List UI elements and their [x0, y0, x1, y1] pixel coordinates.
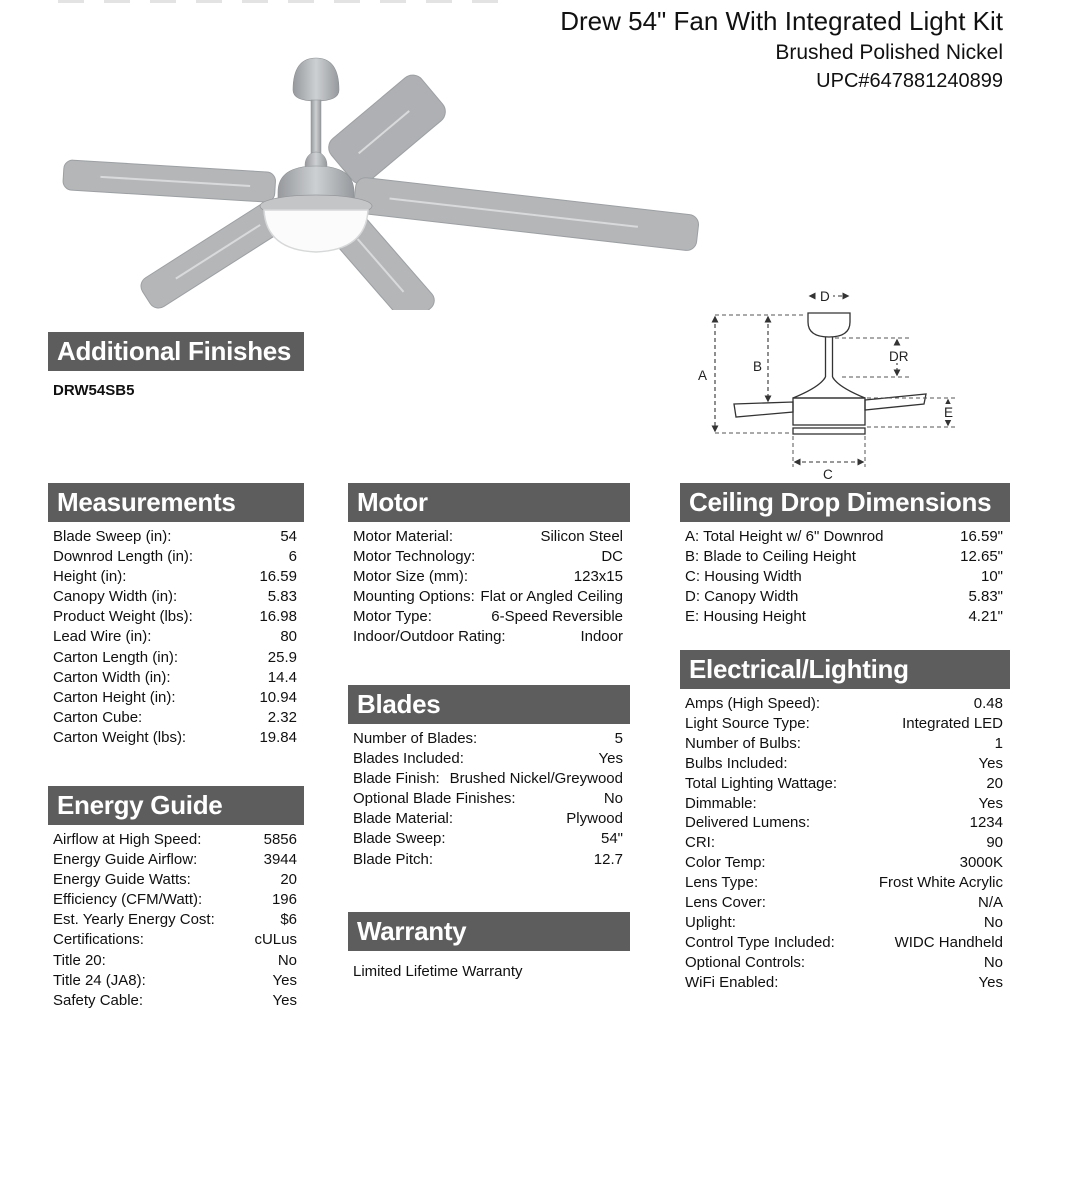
- spec-label: Number of Blades:: [353, 730, 478, 747]
- spec-value: 0.48: [973, 695, 1003, 712]
- spec-label: Motor Type:: [353, 608, 432, 626]
- spec-value: Yes: [272, 971, 297, 989]
- section-body: [48, 522, 304, 748]
- spec-label: Blade Pitch:: [353, 850, 434, 868]
- spec-value: 90: [986, 834, 1003, 852]
- spec-value: 10.94: [259, 688, 297, 706]
- spec-label: Efficiency (CFM/Watt):: [53, 891, 203, 909]
- spec-value: 1234: [969, 814, 1003, 832]
- section-body: [348, 724, 630, 870]
- spec-label: WiFi Enabled:: [685, 973, 779, 991]
- spec-label: Downrod Length (in):: [53, 548, 194, 566]
- spec-value: Silicon Steel: [540, 528, 623, 545]
- diagram-extension-lines: [715, 315, 956, 467]
- spec-value: 12.7: [593, 850, 623, 868]
- spec-value: 54: [280, 528, 297, 545]
- spec-row: [48, 930, 304, 950]
- section-title: Warranty: [357, 916, 467, 946]
- product-upc: UPC#647881240899: [816, 70, 1003, 92]
- spec-label: C: Housing Width: [685, 568, 802, 585]
- cropped-logo-fragment: [58, 0, 510, 3]
- spec-label: Est. Yearly Energy Cost:: [53, 911, 215, 929]
- spec-label: Control Type Included:: [685, 933, 835, 951]
- spec-label: Canopy Width (in):: [53, 588, 178, 606]
- spec-row: [680, 794, 1010, 814]
- spec-value: No: [983, 913, 1003, 931]
- spec-label: Airflow at High Speed:: [53, 831, 202, 848]
- spec-row: [48, 607, 304, 627]
- spec-label: Color Temp:: [685, 854, 766, 872]
- section-additional-finishes: [48, 332, 304, 399]
- page-title: Drew 54" Fan With Integrated Light Kit: [560, 6, 1003, 36]
- spec-value: 5: [614, 730, 623, 747]
- spec-label: Energy Guide Watts:: [53, 871, 191, 889]
- section-title: Energy Guide: [57, 790, 223, 820]
- spec-value: Yes: [978, 754, 1003, 772]
- section-header: [48, 483, 304, 522]
- spec-row: [680, 953, 1010, 973]
- spec-label: Lens Type:: [685, 874, 759, 892]
- spec-label: Carton Length (in):: [53, 648, 179, 666]
- spec-value: 20: [986, 774, 1003, 792]
- section-body: [680, 689, 1010, 993]
- section-body: [48, 825, 304, 1011]
- spec-value: DC: [601, 548, 623, 566]
- spec-label: B: Blade to Ceiling Height: [685, 548, 856, 565]
- ceiling-drop-diagram: [690, 282, 990, 482]
- spec-label: Amps (High Speed):: [685, 695, 821, 712]
- product-photo-fan: [50, 40, 710, 310]
- spec-label: Blades Included:: [353, 750, 464, 768]
- spec-value: 3944: [263, 851, 297, 869]
- spec-label: Carton Height (in):: [53, 688, 176, 706]
- spec-row: [680, 813, 1010, 833]
- section-title: Ceiling Drop Dimensions: [689, 487, 992, 517]
- spec-row: [348, 729, 630, 749]
- spec-value: No: [277, 951, 297, 969]
- spec-value: 12.65": [960, 548, 1003, 565]
- spec-label: Motor Size (mm):: [353, 568, 469, 586]
- product-finish: Brushed Polished Nickel: [775, 41, 1003, 64]
- section-header: [348, 685, 630, 724]
- spec-label: Carton Width (in):: [53, 668, 171, 686]
- section-header: [48, 786, 304, 825]
- spec-value: 25.9: [267, 648, 297, 666]
- section-blades: [348, 685, 630, 870]
- spec-row: [48, 971, 304, 991]
- dim-label-b: B: [753, 359, 763, 374]
- spec-row: [680, 933, 1010, 953]
- spec-row: [48, 890, 304, 910]
- section-title: Electrical/Lighting: [689, 654, 909, 684]
- section-title: Motor: [357, 487, 428, 517]
- spec-value: 20: [280, 871, 297, 889]
- spec-row: [48, 648, 304, 668]
- spec-row: [348, 627, 630, 647]
- dim-label-dr: DR: [889, 349, 909, 364]
- spec-row: [48, 627, 304, 647]
- diagram-fan-outline: [734, 313, 926, 434]
- spec-label: A: Total Height w/ 6" Downrod: [685, 528, 884, 545]
- diagram-dimension-lines: [715, 296, 948, 462]
- spec-row: [680, 547, 1010, 567]
- spec-label: Lead Wire (in):: [53, 628, 152, 646]
- spec-label: Blade Material:: [353, 810, 454, 828]
- spec-value: 80: [280, 628, 297, 646]
- spec-row: [48, 567, 304, 587]
- spec-row: [680, 734, 1010, 754]
- spec-label: Energy Guide Airflow:: [53, 851, 198, 869]
- spec-label: Light Source Type:: [685, 714, 810, 732]
- spec-value: 6: [288, 548, 297, 566]
- spec-row: [48, 688, 304, 708]
- spec-row: [680, 893, 1010, 913]
- spec-value: Yes: [598, 750, 623, 768]
- section-header: [348, 483, 630, 522]
- spec-row: [348, 809, 630, 829]
- spec-row: [348, 527, 630, 547]
- spec-label: Blade Sweep:: [353, 830, 446, 848]
- spec-value: Frost White Acrylic: [878, 874, 1003, 892]
- spec-row: [348, 749, 630, 769]
- spec-label: Total Lighting Wattage:: [685, 774, 838, 792]
- spec-value: 3000K: [959, 854, 1003, 872]
- spec-label: Title 20:: [53, 951, 106, 969]
- spec-value: Brushed Nickel/Greywood: [449, 770, 623, 788]
- spec-row: [680, 973, 1010, 993]
- spec-value: Integrated LED: [902, 714, 1003, 732]
- section-title: Additional Finishes: [57, 336, 292, 366]
- spec-row: [48, 830, 304, 850]
- section-warranty: [348, 912, 630, 980]
- spec-row: [48, 870, 304, 890]
- spec-value: No: [603, 790, 623, 808]
- spec-label: Height (in):: [53, 568, 127, 586]
- section-header: [680, 483, 1010, 522]
- section-title: Blades: [357, 689, 441, 719]
- dim-label-e: E: [944, 405, 954, 420]
- spec-row: [48, 850, 304, 870]
- section-electrical-lighting: [680, 650, 1010, 993]
- section-body: [680, 522, 1010, 627]
- spec-label: Mounting Options:: [353, 588, 475, 606]
- section-measurements: [48, 483, 304, 748]
- spec-value: 196: [271, 891, 297, 909]
- spec-row: [348, 607, 630, 627]
- spec-value: 123x15: [573, 568, 623, 586]
- spec-value: Flat or Angled Ceiling: [480, 588, 623, 606]
- spec-row: [348, 587, 630, 607]
- spec-label: Indoor/Outdoor Rating:: [353, 628, 506, 646]
- spec-label: Motor Technology:: [353, 548, 476, 566]
- spec-label: Title 24 (JA8):: [53, 971, 146, 989]
- spec-value: 2.32: [267, 708, 297, 726]
- spec-value: 5.83": [968, 588, 1003, 605]
- spec-label: Uplight:: [685, 913, 736, 931]
- spec-row: [48, 547, 304, 567]
- spec-label: Bulbs Included:: [685, 754, 788, 772]
- spec-row: [348, 567, 630, 587]
- spec-label: E: Housing Height: [685, 608, 806, 625]
- spec-value: 16.59": [960, 528, 1003, 545]
- section-body: [348, 522, 630, 648]
- spec-row: [680, 833, 1010, 853]
- spec-row: [48, 527, 304, 547]
- spec-value: 54": [600, 830, 623, 848]
- spec-row: [680, 607, 1010, 627]
- spec-value: WIDC Handheld: [894, 933, 1003, 951]
- spec-row: [680, 694, 1010, 714]
- spec-row: [680, 774, 1010, 794]
- spec-label: D: Canopy Width: [685, 588, 799, 605]
- section-ceiling-drop-dimensions: [680, 483, 1010, 627]
- spec-label: Blade Finish:: [353, 770, 440, 788]
- spec-row: [680, 527, 1010, 547]
- section-note: Limited Lifetime Warranty: [353, 963, 523, 980]
- spec-row: [680, 714, 1010, 734]
- spec-label: Number of Bulbs:: [685, 734, 801, 752]
- spec-value: 16.59: [259, 568, 297, 586]
- spec-row: [48, 728, 304, 748]
- spec-value: 5856: [263, 831, 297, 848]
- spec-value: 6-Speed Reversible: [491, 608, 623, 626]
- spec-label: Optional Controls:: [685, 953, 806, 971]
- spec-value: 19.84: [259, 728, 297, 746]
- spec-row: [48, 910, 304, 930]
- spec-row: [48, 668, 304, 688]
- section-motor: [348, 483, 630, 648]
- section-header: [48, 332, 304, 371]
- spec-value: 16.98: [259, 608, 297, 626]
- spec-value: $6: [280, 911, 297, 929]
- spec-label: Safety Cable:: [53, 991, 144, 1009]
- spec-row: [680, 853, 1010, 873]
- spec-value: Yes: [272, 991, 297, 1009]
- spec-value: 10": [980, 568, 1003, 585]
- spec-value: Plywood: [566, 810, 623, 828]
- spec-value: N/A: [977, 894, 1003, 912]
- spec-label: Certifications:: [53, 931, 144, 949]
- section-title: Measurements: [57, 487, 236, 517]
- spec-label: Carton Cube:: [53, 708, 143, 726]
- spec-value: cULus: [254, 931, 297, 949]
- spec-label: Optional Blade Finishes:: [353, 790, 516, 808]
- spec-label: Blade Sweep (in):: [53, 528, 172, 545]
- section-body: [348, 951, 630, 980]
- spec-row: [680, 873, 1010, 893]
- spec-value: 14.4: [267, 668, 297, 686]
- spec-row: [680, 587, 1010, 607]
- section-header: [680, 650, 1010, 689]
- spec-row: [680, 567, 1010, 587]
- section-body: [48, 371, 304, 399]
- fan-blades: [63, 70, 700, 310]
- spec-row: [348, 547, 630, 567]
- spec-label: Carton Weight (lbs):: [53, 728, 187, 746]
- spec-row: [348, 769, 630, 789]
- spec-row: [680, 754, 1010, 774]
- spec-value: Yes: [978, 794, 1003, 812]
- spec-value: 5.83: [267, 588, 297, 606]
- section-energy-guide: [48, 786, 304, 1011]
- spec-row: [348, 829, 630, 849]
- spec-value: Yes: [978, 973, 1003, 991]
- spec-row: [48, 951, 304, 971]
- spec-label: Lens Cover:: [685, 894, 766, 912]
- spec-value: 1: [994, 734, 1003, 752]
- dim-label-c: C: [823, 467, 833, 482]
- spec-row: [48, 991, 304, 1011]
- spec-value: Indoor: [580, 628, 623, 646]
- spec-value: No: [983, 953, 1003, 971]
- section-header: [348, 912, 630, 951]
- spec-label: Delivered Lumens:: [685, 814, 811, 832]
- spec-row: [680, 913, 1010, 933]
- spec-label: Product Weight (lbs):: [53, 608, 193, 626]
- spec-row: [48, 708, 304, 728]
- dim-label-a: A: [698, 368, 708, 383]
- spec-label: CRI:: [685, 834, 715, 852]
- spec-row: [48, 587, 304, 607]
- spec-row: [348, 789, 630, 809]
- dim-label-d: D: [820, 289, 830, 304]
- spec-value: 4.21": [968, 608, 1003, 625]
- spec-label: Dimmable:: [685, 794, 757, 812]
- section-note: DRW54SB5: [53, 382, 135, 399]
- spec-label: Motor Material:: [353, 528, 454, 545]
- diagram-labels: [698, 288, 957, 482]
- spec-row: [348, 850, 630, 870]
